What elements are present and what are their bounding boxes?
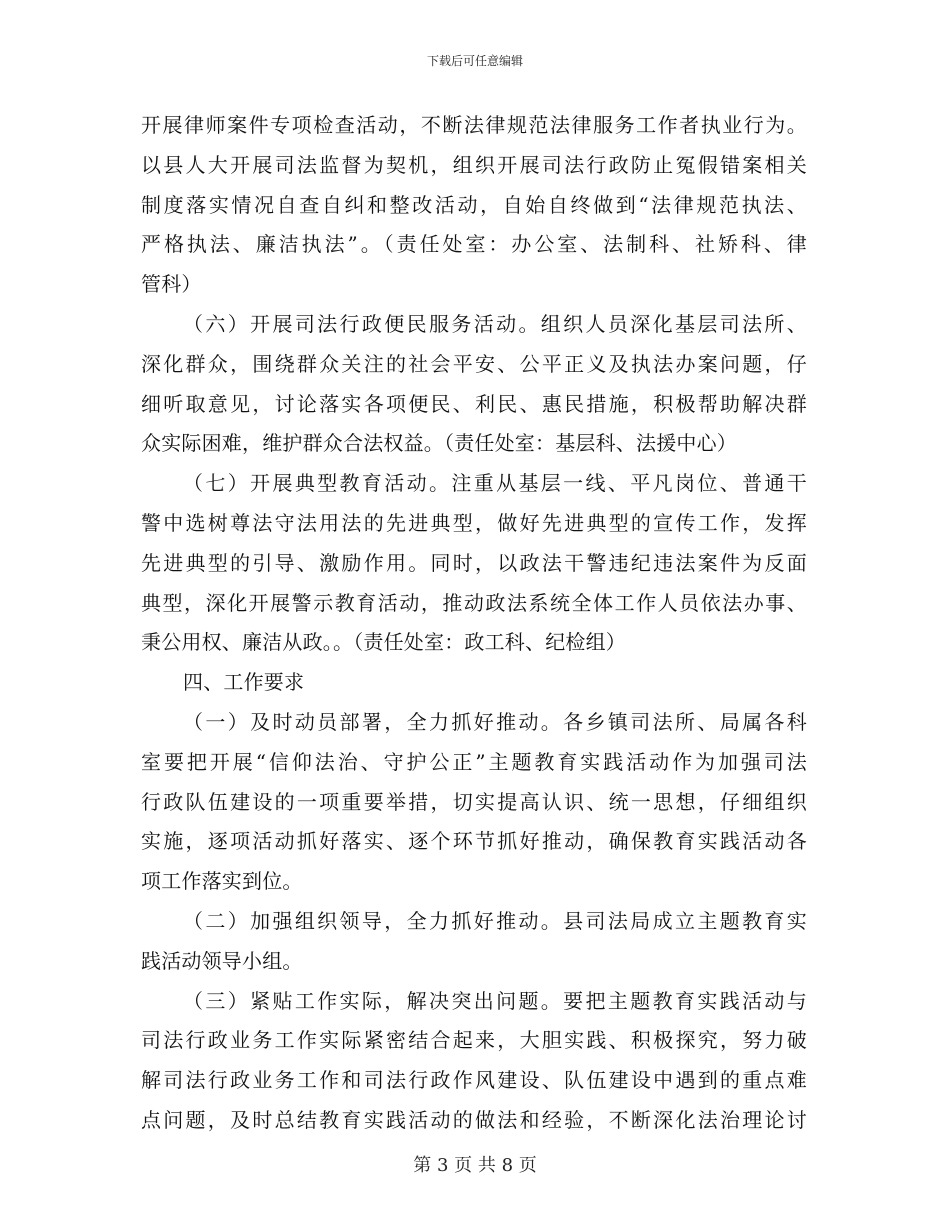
paragraph-first-line: （一）及时动员部署，全力抓好推动。各乡镇司法所、局属各科 (183, 709, 807, 734)
text-line: 解司法行政业务工作和司法行政作风建设、队伍建设中遇到的重点难 (141, 1068, 807, 1093)
text-line: 管科） (141, 272, 202, 297)
text-line: 细听取意见，讨论落实各项便民、利民、惠民措施，积极帮助解决群 (141, 391, 807, 416)
text-line: 秉公用权、廉洁从政。。（责任处室：政工科、纪检组） (141, 630, 626, 655)
text-line: 行政队伍建设的一项重要举措，切实提高认识、统一思想，仔细组织 (141, 789, 807, 814)
paragraph-first-line: （三）紧贴工作实际，解决突出问题。要把主题教育实践活动与 (183, 988, 807, 1013)
text-line: 室要把开展“信仰法治、守护公正”主题教育实践活动作为加强司法 (141, 749, 807, 774)
text-line: 先进典型的引导、激励作用。同时，以政法干警违纪违法案件为反面 (141, 550, 807, 575)
paragraph-first-line: （七）开展典型教育活动。注重从基层一线、平凡岗位、普通干 (183, 471, 807, 496)
text-line: 项工作落实到位。 (141, 869, 303, 894)
text-line: 践活动领导小组。 (141, 948, 303, 973)
text-line: 深化群众，围绕群众关注的社会平安、公平正义及执法办案问题，仔 (141, 351, 807, 376)
text-line: 实施，逐项活动抓好落实、逐个环节抓好推动，确保教育实践活动各 (141, 829, 807, 854)
text-line: 开展律师案件专项检查活动，不断法律规范法律服务工作者执业行为。 (141, 113, 807, 137)
text-line: 制度落实情况自查自纠和整改活动，自始自终做到“法律规范执法、 (141, 192, 807, 217)
text-line: 典型，深化开展警示教育活动，推动政法系统全体工作人员依法办事、 (141, 590, 807, 615)
text-line: 司法行政业务工作实际紧密结合起来，大胆实践、积极探究，努力破 (141, 1028, 807, 1053)
paragraph-first-line: （二）加强组织领导，全力抓好推动。县司法局成立主题教育实 (183, 908, 807, 933)
page-header: 下载后可任意编辑 (426, 54, 523, 68)
text-line: 以县人大开展司法监督为契机，组织开展司法行政防止冤假错案相关 (141, 152, 807, 177)
page-number-footer: 第 3 页 共 8 页 (413, 1155, 537, 1176)
document-body (141, 106, 807, 1141)
paragraph-first-line: （六）开展司法行政便民服务活动。组织人员深化基层司法所、 (183, 311, 807, 336)
text-line: 严格执法、廉洁执法”。（责任处室：办公室、法制科、社矫科、律 (141, 232, 807, 257)
text-line: 众实际困难，维护群众合法权益。（责任处室：基层科、法援中心） (141, 431, 737, 456)
section-heading: 四、工作要求 (183, 670, 305, 695)
text-line: 警中选树尊法守法用法的先进典型，做好先进典型的宣传工作，发挥 (141, 510, 807, 535)
text-line: 点问题，及时总结教育实践活动的做法和经验，不断深化法治理论讨 (141, 1107, 807, 1132)
